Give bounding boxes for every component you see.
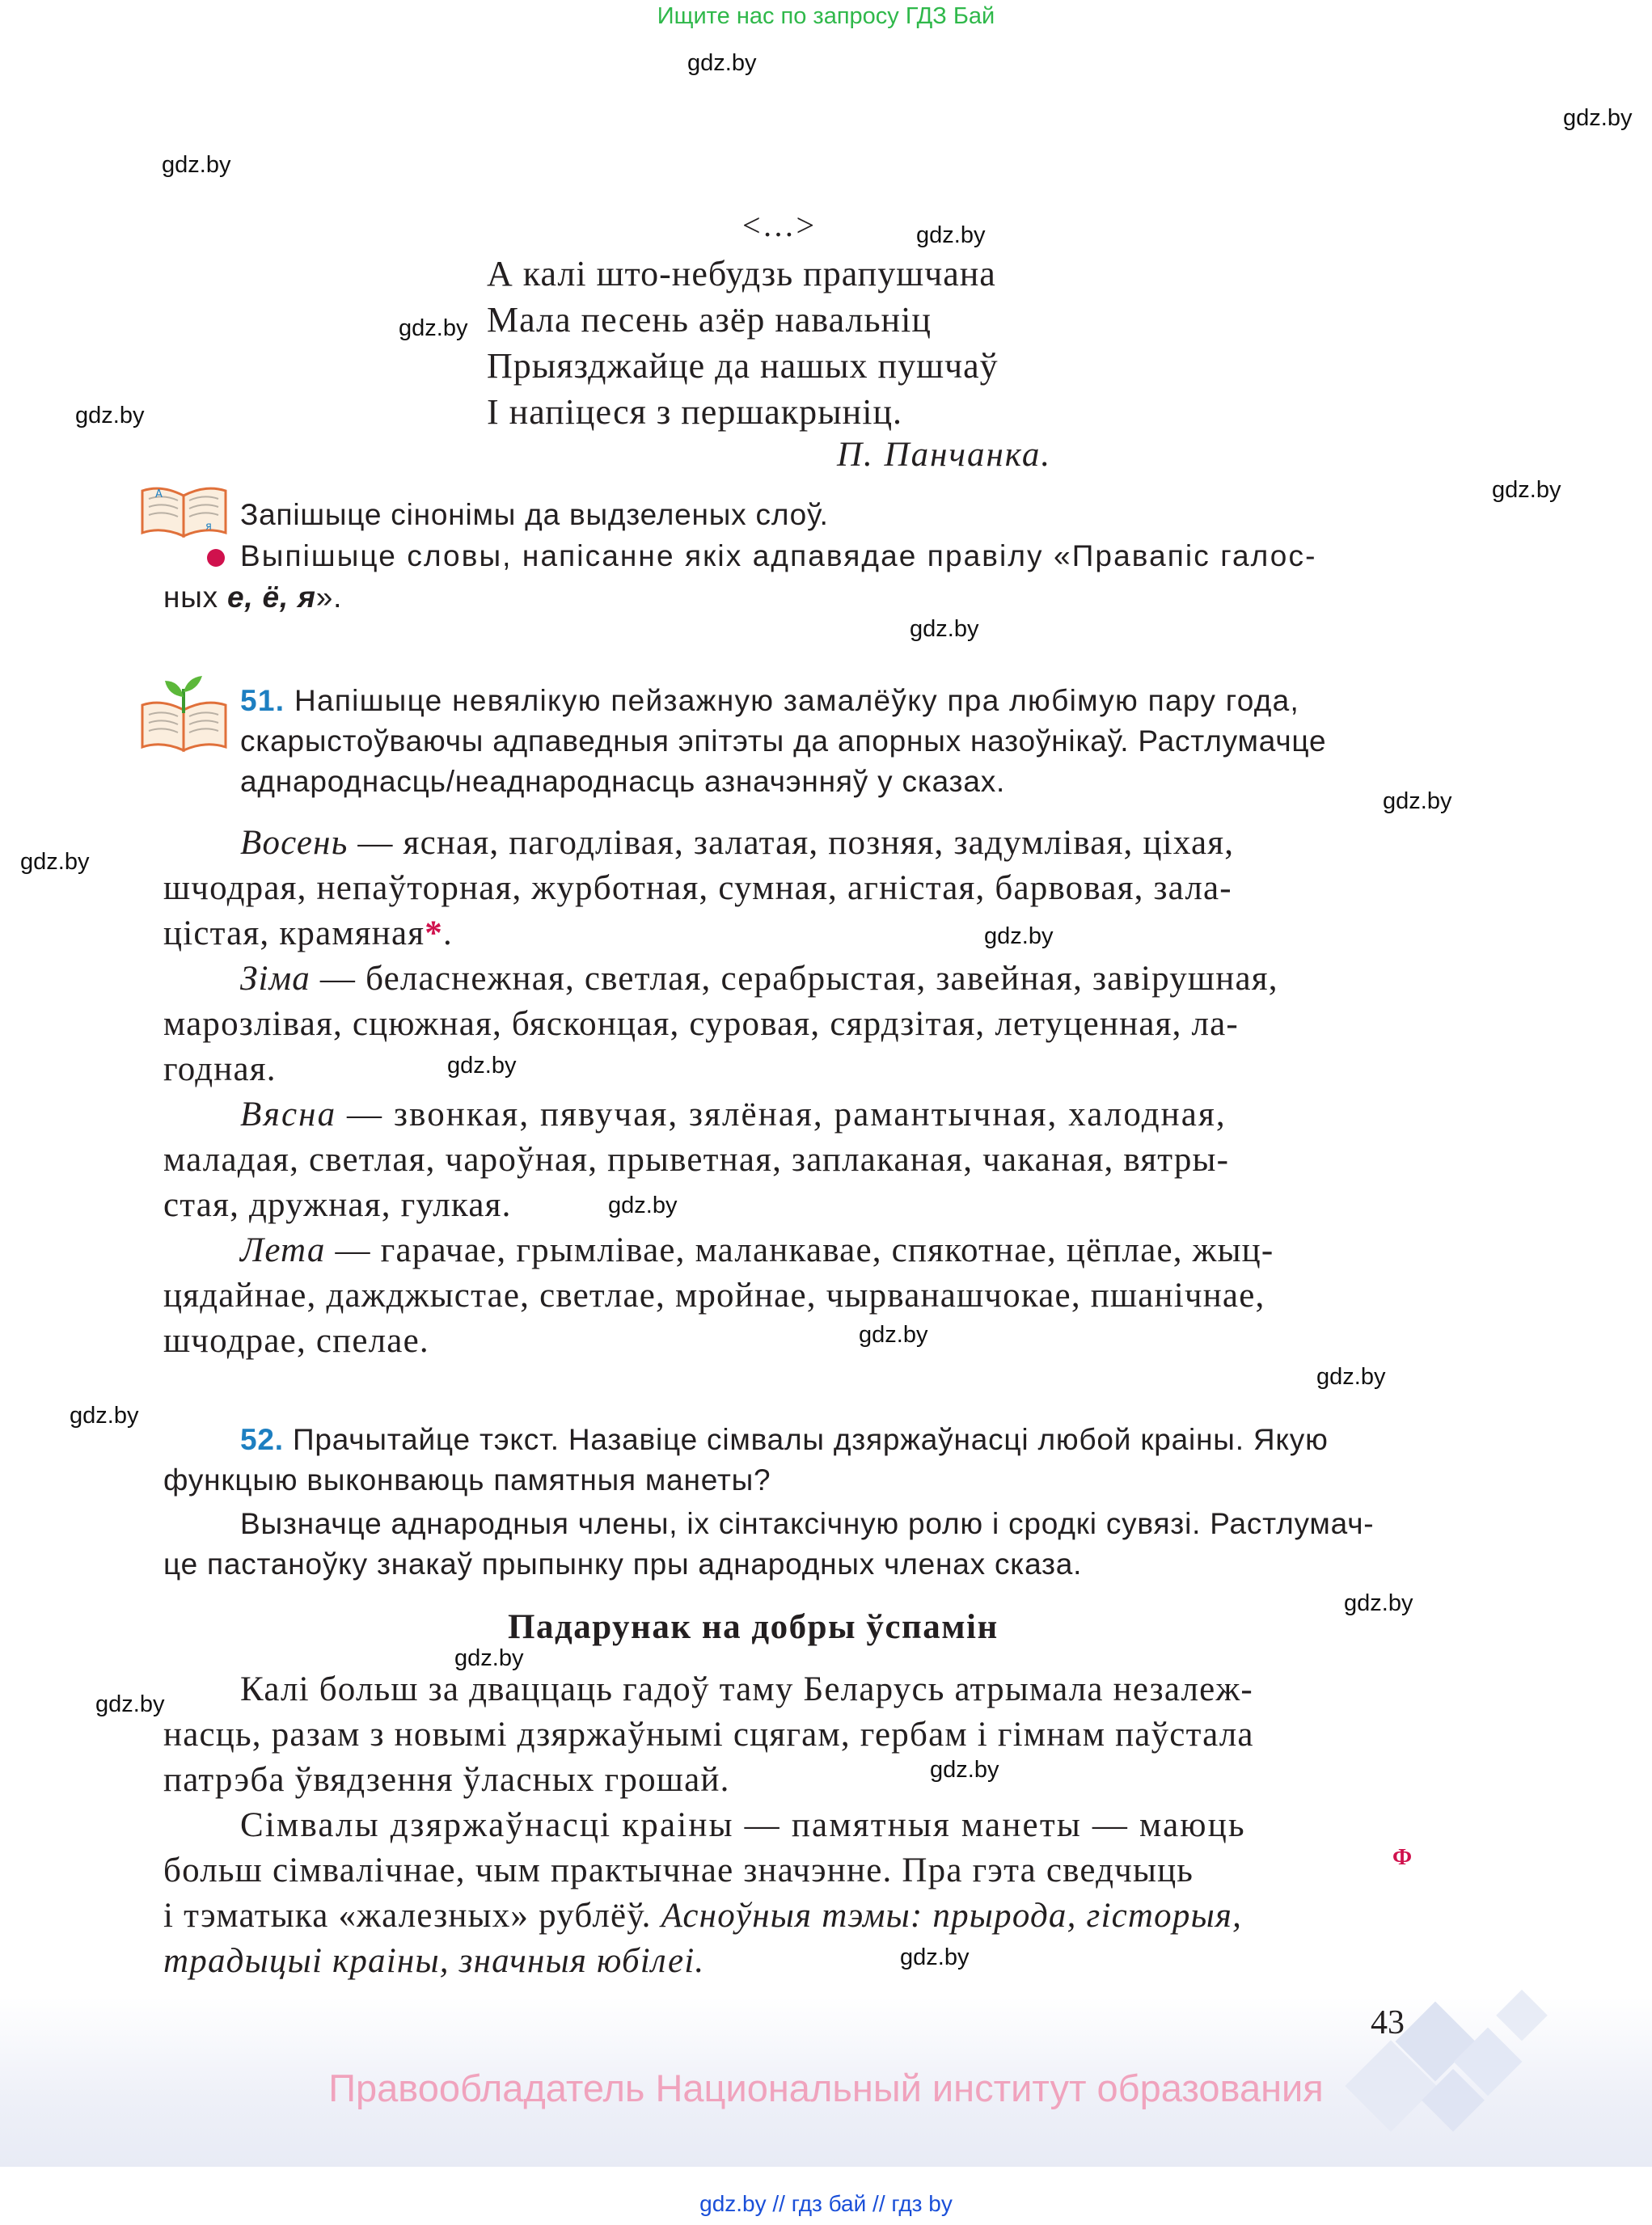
task50-line3: ных е, ё, я». — [163, 581, 343, 614]
task52-line3: Вызначце аднародныя члены, іх сінтаксічную ролю і сродкі сувязі. Растлумач- — [240, 1507, 1375, 1540]
task51-line2: скарыстоўваючы адпаведныя эпітэты да апорных назоўнікаў. Растлумачце — [240, 724, 1327, 758]
watermark: gdz.by — [454, 1645, 524, 1671]
summer-line3: шчодрае, спелае. — [163, 1322, 429, 1360]
watermark: gdz.by — [1492, 477, 1561, 503]
spring-line3: стая, дружная, гулкая. — [163, 1186, 512, 1224]
watermark: gdz.by — [930, 1757, 999, 1783]
page-number: 43 — [1371, 2004, 1405, 2041]
watermark: gdz.by — [95, 1691, 165, 1717]
task52-line1: 52. Прачытайце тэкст. Назавіце сімвалы дзяржаўнасці любой краіны. Якую — [240, 1423, 1329, 1456]
watermark: gdz.by — [859, 1322, 928, 1348]
bottom-links[interactable]: gdz.by // гдз бай // гдз by — [699, 2191, 953, 2216]
winter-line2: марозлівая, сцюжная, бясконцая, суровая, сярдзітая, летуценная, ла- — [163, 1005, 1239, 1043]
winter-line3: годная. — [163, 1050, 277, 1088]
top-banner[interactable]: Ищите нас по запросу ГДЗ Бай — [657, 3, 995, 29]
spring-line1: Вясна — звонкая, пявучая, зялёная, рамантычная, халодная, — [240, 1096, 1227, 1134]
task52-line4: це пастаноўку знакаў прыпынку пры аднародных членах сказа. — [163, 1547, 1083, 1581]
watermark: gdz.by — [910, 616, 979, 642]
watermark: gdz.by — [608, 1193, 678, 1218]
poem-line: Прыязджайце да нашых пушчаў — [487, 346, 999, 386]
spring-line2: маладая, светлая, чароўная, прыветная, заплаканая, чаканая, вятры- — [163, 1141, 1230, 1179]
poem-ellipsis: <…> — [742, 207, 817, 243]
watermark: gdz.by — [984, 923, 1054, 949]
poem-line: І напіцеся з першакрыніц. — [487, 392, 902, 432]
open-book-icon — [137, 481, 230, 542]
watermark: gdz.by — [75, 403, 145, 429]
watermark: gdz.by — [1563, 105, 1633, 131]
summer-line2: цядайнае, дажджыстае, светлае, мройнае, чырванашчокае, пшанічнае, — [163, 1277, 1265, 1315]
watermark: gdz.by — [1344, 1590, 1413, 1616]
poem-line: Мала песень азёр навальніц — [487, 300, 932, 340]
copyright-holder: Правообладатель Национальный институт образования — [328, 2067, 1324, 2109]
text-p2-line1: Сімвалы дзяржаўнасці краіны — памятныя манеты — маюць — [240, 1806, 1246, 1844]
sprout-book-icon — [137, 673, 230, 754]
svg-text:я: я — [205, 521, 212, 533]
svg-text:А: А — [155, 488, 163, 500]
text-p1-line1: Калі больш за дваццаць гадоў таму Беларусь атрымала незалеж- — [240, 1670, 1253, 1708]
watermark: gdz.by — [399, 315, 468, 341]
text-p2-line4: традыцыі краіны, значныя юбілеі. — [163, 1942, 705, 1980]
text-p1-line2: насць, разам з новымі дзяржаўнымі сцягам, гербам і гімнам паўстала — [163, 1716, 1254, 1754]
bullet-icon — [207, 549, 225, 567]
autumn-line2: шчодрая, непаўторная, журботная, сумная, агністая, барвовая, зала- — [163, 869, 1232, 907]
autumn-line1: Восень — ясная, пагодлівая, залатая, позняя, задумлівая, ціхая, — [240, 824, 1235, 862]
task50-line2: Выпішыце словы, напісанне якіх адпавядае правілу «Правапіс галос- — [240, 539, 1317, 572]
task52-line2: функцыю выконваюць памятныя манеты? — [163, 1463, 771, 1497]
summer-line1: Лета — гарачае, грымлівае, маланкавае, спякотнае, цёплае, жыц- — [240, 1231, 1274, 1269]
task50-line1: Запішыце сінонімы да выдзеленых слоў. — [240, 498, 829, 531]
watermark: gdz.by — [70, 1403, 139, 1429]
task51-line3: аднароднасць/неаднароднасць азначэнняў у сказах. — [240, 765, 1006, 798]
footnote-star: * — [425, 914, 443, 952]
text-p2-line2: больш сімвалічнае, чым практычнае значэнне. Пра гэта сведчыць — [163, 1851, 1194, 1889]
watermark: gdz.by — [687, 50, 757, 76]
autumn-line3: цістая, крамяная*. — [163, 914, 453, 952]
watermark: gdz.by — [1383, 788, 1452, 814]
winter-line1: Зіма — беласнежная, светлая, серабрыстая, завейная, завірушная, — [240, 960, 1278, 998]
watermark: gdz.by — [447, 1053, 517, 1079]
watermark: gdz.by — [20, 849, 90, 875]
text-title: Падарунак на добры ўспамін — [508, 1608, 999, 1646]
task51-number: 51. — [240, 684, 285, 717]
text-p2-line3: і тэматыка «жалезных» рублёў. Асноўныя тэмы: прырода, гісторыя, — [163, 1897, 1243, 1935]
text-p1-line3: патрэба ўвядзення ўласных грошай. — [163, 1761, 730, 1799]
task52-number: 52. — [240, 1423, 284, 1456]
poem-author: П. Панчанка. — [837, 436, 1052, 474]
poem-line: А калі што-небудзь прапушчана — [487, 254, 996, 293]
watermark: gdz.by — [900, 1944, 970, 1970]
watermark: gdz.by — [1316, 1364, 1386, 1390]
phi-marker: Ф — [1392, 1845, 1413, 1870]
watermark: gdz.by — [916, 222, 986, 248]
task51-line1: 51. Напішыце невялікую пейзажную замалёўку пра любімую пару года, — [240, 684, 1300, 717]
watermark: gdz.by — [162, 152, 231, 178]
